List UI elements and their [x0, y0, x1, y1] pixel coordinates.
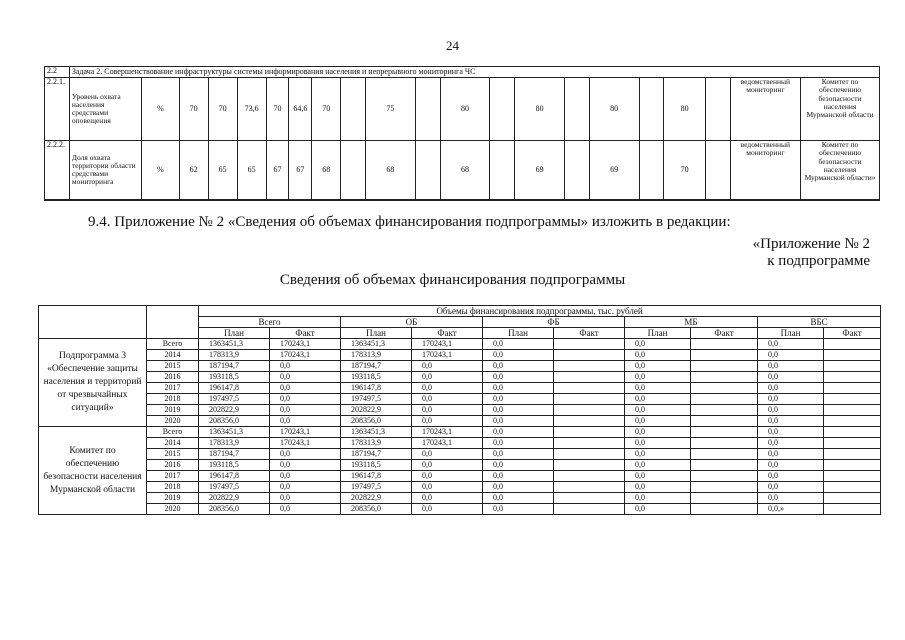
funding-value-cell: 0,0: [483, 504, 554, 515]
funding-value-cell: 197497,5: [199, 482, 270, 493]
funding-value-cell: 0,0: [625, 383, 691, 394]
funding-value-cell: [554, 427, 625, 438]
funding-value-cell: 0,0: [412, 361, 483, 372]
funding-value-cell: 196147,8: [199, 383, 270, 394]
funding-value-cell: 0,0: [758, 394, 824, 405]
indicator-value: 70: [312, 78, 341, 141]
funding-group-header: МБ: [625, 317, 758, 328]
funding-value-cell: [691, 471, 758, 482]
indicator-source: ведомственный мониторинг: [730, 78, 800, 141]
funding-value-cell: [691, 460, 758, 471]
funding-value-cell: 208356,0: [199, 504, 270, 515]
funding-value-cell: 0,0: [270, 416, 341, 427]
funding-value-cell: [554, 449, 625, 460]
funding-value-cell: [691, 449, 758, 460]
funding-value-cell: [691, 405, 758, 416]
table-row: [39, 405, 881, 416]
funding-header-row: [39, 306, 881, 317]
funding-value-cell: 0,0: [412, 460, 483, 471]
indicator-responsible: Комитет по обеспечению безопасности населения Мурманской области: [801, 78, 880, 141]
year-cell: Всего: [147, 339, 199, 350]
plan-header: План: [483, 328, 554, 339]
funding-value-cell: 0,0: [758, 449, 824, 460]
funding-value-cell: [554, 405, 625, 416]
funding-value-cell: 170243,1: [412, 339, 483, 350]
funding-value-cell: 0,0: [758, 427, 824, 438]
funding-value-cell: [691, 361, 758, 372]
funding-value-cell: 0,0: [625, 449, 691, 460]
funding-value-cell: [691, 372, 758, 383]
fact-header: Факт: [270, 328, 341, 339]
indicator-value: 75: [366, 78, 416, 141]
funding-value-cell: [691, 504, 758, 515]
funding-value-cell: [824, 438, 881, 449]
funding-value-cell: [824, 427, 881, 438]
funding-value-cell: 187194,7: [341, 361, 412, 372]
funding-value-cell: 0,0: [270, 504, 341, 515]
funding-value-cell: 208356,0: [341, 504, 412, 515]
funding-value-cell: [691, 394, 758, 405]
table-row: [39, 350, 881, 361]
empty-cell: [639, 78, 664, 141]
funding-value-cell: 0,0: [412, 394, 483, 405]
funding-value-cell: 170243,1: [412, 350, 483, 361]
indicator-value: 64,6: [289, 78, 312, 141]
indicator-value: 68: [312, 141, 341, 201]
indicators-table: [44, 66, 880, 201]
funding-value-cell: 0,0: [625, 394, 691, 405]
funding-value-cell: 193118,5: [199, 460, 270, 471]
funding-value-cell: 0,0: [483, 416, 554, 427]
funding-value-cell: 0,0: [483, 427, 554, 438]
funding-value-cell: [554, 504, 625, 515]
plan-header: План: [625, 328, 691, 339]
funding-value-cell: 0,0: [483, 394, 554, 405]
indicator-value: 70: [266, 78, 289, 141]
funding-value-cell: [824, 394, 881, 405]
funding-value-cell: 0,0: [412, 449, 483, 460]
table-row: [39, 394, 881, 405]
funding-value-cell: 0,0: [758, 339, 824, 350]
table-row: [39, 361, 881, 372]
table-row: [39, 449, 881, 460]
funding-value-cell: 0,0: [758, 416, 824, 427]
indicator-value: 65: [208, 141, 237, 201]
indicator-value: 80: [440, 78, 490, 141]
indicator-row: [45, 141, 880, 201]
funding-value-cell: [554, 471, 625, 482]
plan-header: План: [341, 328, 412, 339]
empty-cell: [490, 78, 515, 141]
table-row: [39, 482, 881, 493]
funding-value-cell: [824, 471, 881, 482]
funding-value-cell: 1363451,3: [341, 339, 412, 350]
funding-value-cell: [824, 482, 881, 493]
funding-value-cell: 187194,7: [199, 449, 270, 460]
year-cell: 2016: [147, 372, 199, 383]
funding-group-header: ВБС: [758, 317, 881, 328]
funding-value-cell: 0,0: [483, 449, 554, 460]
indicator-unit: %: [142, 141, 179, 201]
paragraph-text: 9.4. Приложение № 2 «Сведения об объемах финансирования подпрограммы» изложить в редакции:: [88, 214, 731, 230]
funding-value-cell: 197497,5: [341, 394, 412, 405]
indicator-value: 67: [289, 141, 312, 201]
year-cell: 2019: [147, 405, 199, 416]
year-cell: 2014: [147, 350, 199, 361]
indicator-value: 69: [515, 141, 565, 201]
funding-value-cell: 0,0: [758, 471, 824, 482]
year-cell: 2018: [147, 482, 199, 493]
funding-value-cell: [691, 416, 758, 427]
indicator-value: 65: [237, 141, 266, 201]
funding-value-cell: 0,0: [412, 416, 483, 427]
funding-value-cell: [824, 460, 881, 471]
fact-header: Факт: [412, 328, 483, 339]
funding-value-cell: [824, 361, 881, 372]
funding-value-cell: 0,0: [758, 482, 824, 493]
funding-value-cell: 0,0: [270, 372, 341, 383]
funding-value-cell: [824, 405, 881, 416]
year-cell: 2014: [147, 438, 199, 449]
indicator-value: 80: [589, 78, 639, 141]
funding-value-cell: 193118,5: [341, 372, 412, 383]
funding-value-cell: 0,0: [625, 339, 691, 350]
funding-value-cell: 0,0: [758, 372, 824, 383]
fact-header: Факт: [824, 328, 881, 339]
funding-value-cell: 170243,1: [270, 350, 341, 361]
funding-value-cell: 202822,9: [199, 405, 270, 416]
funding-value-cell: 0,0: [412, 482, 483, 493]
funding-value-cell: 0,0,»: [758, 504, 824, 515]
funding-value-cell: 170243,1: [412, 438, 483, 449]
funding-value-cell: 178313,9: [341, 438, 412, 449]
funding-value-cell: 0,0: [270, 383, 341, 394]
year-cell: 2015: [147, 361, 199, 372]
indicator-value: 67: [266, 141, 289, 201]
funding-value-cell: 1363451,3: [199, 339, 270, 350]
appendix-sublabel: к подпрограмме: [767, 253, 870, 269]
indicator-value: 80: [515, 78, 565, 141]
funding-value-cell: 0,0: [483, 350, 554, 361]
funding-value-cell: 0,0: [412, 471, 483, 482]
empty-cell: [639, 141, 664, 201]
table-row: [39, 339, 881, 350]
funding-value-cell: 187194,7: [199, 361, 270, 372]
funding-value-cell: 0,0: [483, 471, 554, 482]
funding-value-cell: 0,0: [758, 460, 824, 471]
empty-cell: [415, 78, 440, 141]
funding-value-cell: 0,0: [270, 471, 341, 482]
table-row: [39, 416, 881, 427]
indicator-source: ведомственный мониторинг: [730, 141, 800, 201]
funding-value-cell: 0,0: [758, 493, 824, 504]
funding-value-cell: 0,0: [625, 372, 691, 383]
funding-value-cell: 202822,9: [341, 493, 412, 504]
year-cell: 2019: [147, 493, 199, 504]
funding-value-cell: 0,0: [412, 493, 483, 504]
funding-table: [38, 305, 881, 515]
funding-value-cell: 0,0: [625, 504, 691, 515]
funding-group-header: ОБ: [341, 317, 483, 328]
funding-value-cell: [824, 383, 881, 394]
funding-value-cell: [824, 504, 881, 515]
funding-main-header: Объемы финансирования подпрограммы, тыс. рублей: [199, 306, 881, 317]
task-row: [45, 67, 880, 78]
funding-value-cell: [554, 372, 625, 383]
year-cell: 2016: [147, 460, 199, 471]
funding-value-cell: 0,0: [483, 482, 554, 493]
funding-value-cell: 0,0: [483, 361, 554, 372]
funding-value-cell: 0,0: [270, 460, 341, 471]
funding-value-cell: 0,0: [758, 383, 824, 394]
funding-value-cell: 197497,5: [199, 394, 270, 405]
funding-value-cell: 1363451,3: [199, 427, 270, 438]
year-cell: 2015: [147, 449, 199, 460]
indicator-index: 2.2.2.: [45, 141, 70, 201]
funding-value-cell: [554, 416, 625, 427]
funding-value-cell: 0,0: [270, 449, 341, 460]
funding-value-cell: 196147,8: [199, 471, 270, 482]
funding-value-cell: 0,0: [625, 416, 691, 427]
funding-section-name: Подпрограмма 3 «Обеспечение защиты населения и территорий от чрезвычайных ситуаций»: [39, 339, 147, 427]
funding-value-cell: 0,0: [625, 460, 691, 471]
empty-cell: [341, 141, 366, 201]
fact-header: Факт: [691, 328, 758, 339]
year-cell: 2020: [147, 504, 199, 515]
funding-value-cell: 0,0: [758, 405, 824, 416]
funding-value-cell: [554, 460, 625, 471]
appendix-label: «Приложение № 2: [752, 236, 870, 252]
page-number: 24: [446, 38, 459, 53]
funding-value-cell: [691, 339, 758, 350]
funding-value-cell: 0,0: [412, 383, 483, 394]
funding-value-cell: 0,0: [270, 361, 341, 372]
funding-value-cell: 0,0: [625, 438, 691, 449]
indicator-value: 80: [664, 78, 705, 141]
funding-value-cell: 0,0: [270, 405, 341, 416]
header-blank-cell: [147, 306, 199, 339]
funding-value-cell: 0,0: [412, 504, 483, 515]
funding-value-cell: 178313,9: [199, 438, 270, 449]
funding-value-cell: 202822,9: [341, 405, 412, 416]
indicator-row: [45, 78, 880, 141]
funding-value-cell: 0,0: [625, 493, 691, 504]
indicator-value: 70: [208, 78, 237, 141]
funding-value-cell: 0,0: [625, 361, 691, 372]
funding-value-cell: [554, 394, 625, 405]
document-title: Сведения об объемах финансирования подпрограммы: [279, 272, 626, 288]
funding-value-cell: 0,0: [625, 482, 691, 493]
table-row: [39, 427, 881, 438]
funding-value-cell: [824, 493, 881, 504]
funding-value-cell: [691, 482, 758, 493]
funding-value-cell: [824, 372, 881, 383]
funding-value-cell: 0,0: [483, 460, 554, 471]
indicator-value: 68: [440, 141, 490, 201]
funding-value-cell: 1363451,3: [341, 427, 412, 438]
funding-value-cell: 0,0: [483, 339, 554, 350]
funding-value-cell: [691, 350, 758, 361]
funding-value-cell: 170243,1: [270, 427, 341, 438]
funding-value-cell: 170243,1: [270, 339, 341, 350]
funding-value-cell: 0,0: [270, 394, 341, 405]
funding-value-cell: [554, 493, 625, 504]
funding-value-cell: 0,0: [270, 493, 341, 504]
funding-value-cell: 208356,0: [199, 416, 270, 427]
funding-value-cell: [554, 383, 625, 394]
header-blank-cell: [39, 306, 147, 339]
task-index: 2.2: [45, 67, 70, 78]
fact-header: Факт: [554, 328, 625, 339]
year-cell: 2017: [147, 471, 199, 482]
funding-value-cell: 196147,8: [341, 471, 412, 482]
empty-cell: [705, 78, 730, 141]
funding-value-cell: 0,0: [483, 438, 554, 449]
funding-value-cell: 202822,9: [199, 493, 270, 504]
funding-value-cell: 0,0: [758, 438, 824, 449]
funding-value-cell: [824, 339, 881, 350]
funding-value-cell: [824, 416, 881, 427]
funding-value-cell: [554, 438, 625, 449]
funding-value-cell: [824, 350, 881, 361]
funding-value-cell: 0,0: [758, 350, 824, 361]
empty-cell: [564, 141, 589, 201]
task-text: Задача 2. Совершенствование инфраструктуры системы информирования населения и непрерывного мониторинга ЧС: [69, 67, 879, 78]
funding-value-cell: 178313,9: [341, 350, 412, 361]
indicator-value: 62: [179, 141, 208, 201]
indicator-unit: %: [142, 78, 179, 141]
funding-value-cell: 0,0: [625, 427, 691, 438]
funding-value-cell: [691, 438, 758, 449]
funding-value-cell: 0,0: [483, 383, 554, 394]
empty-cell: [341, 78, 366, 141]
table-row: [39, 383, 881, 394]
year-cell: 2020: [147, 416, 199, 427]
empty-cell: [705, 141, 730, 201]
funding-value-cell: 208356,0: [341, 416, 412, 427]
funding-value-cell: 193118,5: [199, 372, 270, 383]
indicator-name: Доля охвата территории области средствами мониторинга: [69, 141, 142, 201]
indicator-value: 70: [664, 141, 705, 201]
funding-value-cell: [691, 383, 758, 394]
indicator-value: 68: [366, 141, 416, 201]
funding-value-cell: [554, 339, 625, 350]
indicator-value: 73,6: [237, 78, 266, 141]
funding-value-cell: 0,0: [625, 471, 691, 482]
funding-value-cell: 187194,7: [341, 449, 412, 460]
table-row: [39, 438, 881, 449]
funding-value-cell: [691, 493, 758, 504]
funding-value-cell: 0,0: [483, 372, 554, 383]
empty-cell: [490, 141, 515, 201]
funding-value-cell: 0,0: [483, 493, 554, 504]
indicator-index: 2.2.1.: [45, 78, 70, 141]
indicator-responsible: Комитет по обеспечению безопасности населения Мурманской области»: [801, 141, 880, 201]
funding-value-cell: 0,0: [625, 350, 691, 361]
funding-value-cell: [554, 361, 625, 372]
funding-value-cell: 0,0: [625, 405, 691, 416]
funding-value-cell: 0,0: [412, 372, 483, 383]
funding-value-cell: [554, 350, 625, 361]
funding-value-cell: 193118,5: [341, 460, 412, 471]
year-cell: 2017: [147, 383, 199, 394]
funding-section-name: Комитет по обеспечению безопасности населения Мурманской области: [39, 427, 147, 515]
indicator-value: 70: [179, 78, 208, 141]
funding-value-cell: 170243,1: [270, 438, 341, 449]
funding-value-cell: 0,0: [758, 361, 824, 372]
empty-cell: [564, 78, 589, 141]
funding-value-cell: [824, 449, 881, 460]
table-row: [39, 493, 881, 504]
funding-value-cell: 197497,5: [341, 482, 412, 493]
funding-value-cell: 0,0: [412, 405, 483, 416]
indicator-value: 69: [589, 141, 639, 201]
indicator-name: Уровень охвата населения средствами оповещения: [69, 78, 142, 141]
table-row: [39, 372, 881, 383]
empty-cell: [415, 141, 440, 201]
funding-group-header: ФБ: [483, 317, 625, 328]
funding-value-cell: [554, 482, 625, 493]
year-cell: 2018: [147, 394, 199, 405]
table-row: [39, 460, 881, 471]
funding-value-cell: 196147,8: [341, 383, 412, 394]
year-cell: Всего: [147, 427, 199, 438]
funding-value-cell: 0,0: [483, 405, 554, 416]
table-row: [39, 471, 881, 482]
funding-value-cell: [691, 427, 758, 438]
funding-value-cell: 0,0: [270, 482, 341, 493]
plan-header: План: [758, 328, 824, 339]
table-row: [39, 504, 881, 515]
funding-value-cell: 178313,9: [199, 350, 270, 361]
plan-header: План: [199, 328, 270, 339]
funding-group-header: Всего: [199, 317, 341, 328]
funding-value-cell: 170243,1: [412, 427, 483, 438]
